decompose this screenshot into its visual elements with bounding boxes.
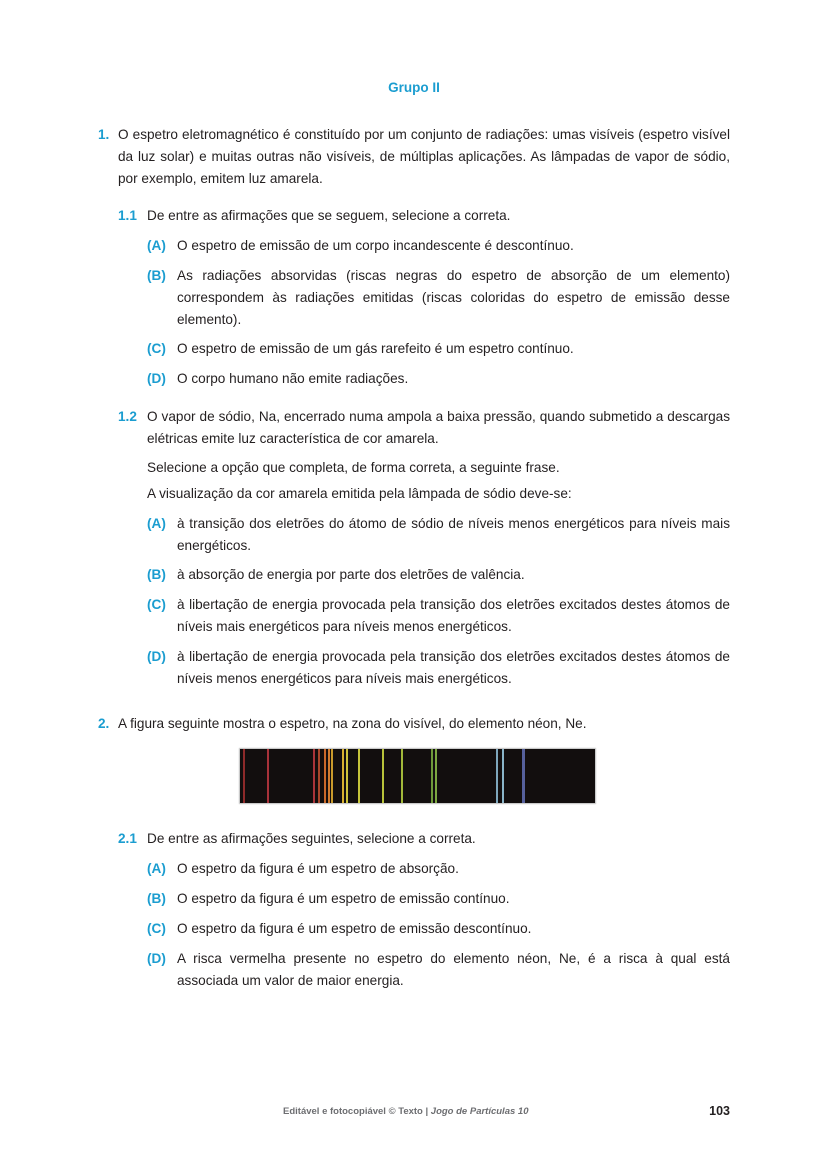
spectrum-line-orange — [324, 749, 326, 803]
spectrum-line-light-blue — [496, 749, 498, 803]
subquestion-stem: A visualização da cor amarela emitida pela lâmpada de sódio deve-se: — [147, 486, 572, 501]
option-text: O espetro da figura é um espetro de emissão descontínuo. — [177, 921, 532, 936]
spectrum-line-green — [435, 749, 437, 803]
option-label: (D) — [147, 371, 166, 386]
option-label: (B) — [147, 268, 166, 283]
option-label: (C) — [147, 921, 166, 936]
subquestion-1-2 — [118, 406, 730, 450]
option-text: O espetro da figura é um espetro de emissão contínuo. — [177, 891, 510, 906]
footer-credit — [283, 1106, 528, 1117]
option-text: O espetro da figura é um espetro de absorção. — [177, 861, 459, 876]
spectrum-line-yellow-green — [401, 749, 403, 803]
spectrum-line-yellow-green — [382, 749, 384, 803]
spectrum-line-light-blue — [502, 749, 504, 803]
option-label: (C) — [147, 597, 166, 612]
question-2 — [98, 713, 730, 735]
question-number: 1. — [98, 127, 110, 142]
footer-credit-text: Editável e fotocopiável © Texto | — [283, 1106, 431, 1117]
option-label: (C) — [147, 341, 166, 356]
spectrum-line-yellow — [358, 749, 360, 803]
option-label: (B) — [147, 567, 166, 582]
spectrum-line-red-orange — [318, 749, 320, 803]
question-number: 2. — [98, 716, 110, 731]
subquestion-prompt: De entre as afirmações que se seguem, selecione a correta. — [147, 208, 511, 223]
subquestion-number: 2.1 — [118, 831, 137, 846]
option-2-1-d[interactable] — [147, 948, 730, 992]
question-text: O espetro eletromagnético é constituído por um conjunto de radiações: umas visíveis (espetro visível da luz solar) e muitas outras não visíveis, de múltiplas aplicações. As lâmpadas de vapor de sódio, por exemplo, emitem luz amarela. — [118, 127, 730, 186]
subquestion-number: 1.1 — [118, 208, 137, 223]
option-1-2-a[interactable] — [147, 513, 730, 557]
option-text: A risca vermelha presente no espetro do elemento néon, Ne, é a risca à qual está associada um valor de maior energia. — [177, 951, 730, 988]
option-2-1-b[interactable] — [147, 888, 730, 910]
option-text: O espetro de emissão de um corpo incandescente é descontínuo. — [177, 238, 574, 253]
section-title: Grupo II — [388, 80, 440, 95]
subquestion-2-1 — [118, 828, 730, 850]
option-text: à transição dos eletrões do átomo de sódio de níveis menos energéticos para níveis mais energéticos. — [177, 516, 730, 553]
footer-book-title: Jogo de Partículas 10 — [430, 1106, 529, 1117]
subquestion-1-1 — [118, 205, 730, 227]
subquestion-prompt: O vapor de sódio, Na, encerrado numa ampola a baixa pressão, quando submetido a descargas elétricas emite luz característica de cor amarela. — [147, 409, 730, 446]
option-text: O corpo humano não emite radiações. — [177, 371, 409, 386]
option-2-1-c[interactable] — [147, 918, 730, 940]
spectrum-line-green — [431, 749, 433, 803]
option-1-2-d[interactable] — [147, 646, 730, 690]
option-text: à libertação de energia provocada pela transição dos eletrões excitados destes átomos de níveis mais energéticos para níveis menos energéticos. — [177, 597, 730, 634]
spectrum-line-indigo — [522, 749, 525, 803]
subquestion-instruction: Selecione a opção que completa, de forma correta, a seguinte frase. — [147, 460, 560, 475]
spectrum-line-red — [313, 749, 315, 803]
spectrum-line-yellow — [342, 749, 344, 803]
page-number: 103 — [709, 1104, 730, 1118]
option-2-1-a[interactable] — [147, 858, 730, 880]
spectrum-line-orange — [328, 749, 330, 803]
option-label: (D) — [147, 951, 166, 966]
option-1-1-b[interactable] — [147, 265, 730, 331]
spectrum-line-red — [243, 749, 245, 803]
subquestion-prompt: De entre as afirmações seguintes, selecione a correta. — [147, 831, 476, 846]
option-1-1-c[interactable] — [147, 338, 730, 360]
option-text: à absorção de energia por parte dos eletrões de valência. — [177, 567, 525, 582]
option-text: à libertação de energia provocada pela transição dos eletrões excitados destes átomos de níveis menos energéticos para níveis mais energéticos. — [177, 649, 730, 686]
option-text: As radiações absorvidas (riscas negras do espetro de absorção de um elemento) correspondem às radiações emitidas (riscas coloridas do espetro de emissão desse elemento). — [177, 268, 730, 327]
spectrum-line-red — [267, 749, 269, 803]
option-1-2-c[interactable] — [147, 594, 730, 638]
option-label: (D) — [147, 649, 166, 664]
option-label: (A) — [147, 861, 166, 876]
option-text: O espetro de emissão de um gás rarefeito é um espetro contínuo. — [177, 341, 574, 356]
option-label: (B) — [147, 891, 166, 906]
question-1 — [98, 124, 730, 190]
spectrum-line-orange-yellow — [331, 749, 333, 803]
question-text: A figura seguinte mostra o espetro, na zona do visível, do elemento néon, Ne. — [118, 716, 587, 731]
option-label: (A) — [147, 238, 166, 253]
spectrum-line-yellow — [346, 749, 348, 803]
option-1-2-b[interactable] — [147, 564, 730, 586]
neon-spectrum-figure — [240, 749, 595, 803]
subquestion-number: 1.2 — [118, 409, 137, 424]
option-label: (A) — [147, 516, 166, 531]
option-1-1-a[interactable] — [147, 235, 730, 257]
option-1-1-d[interactable] — [147, 368, 730, 390]
